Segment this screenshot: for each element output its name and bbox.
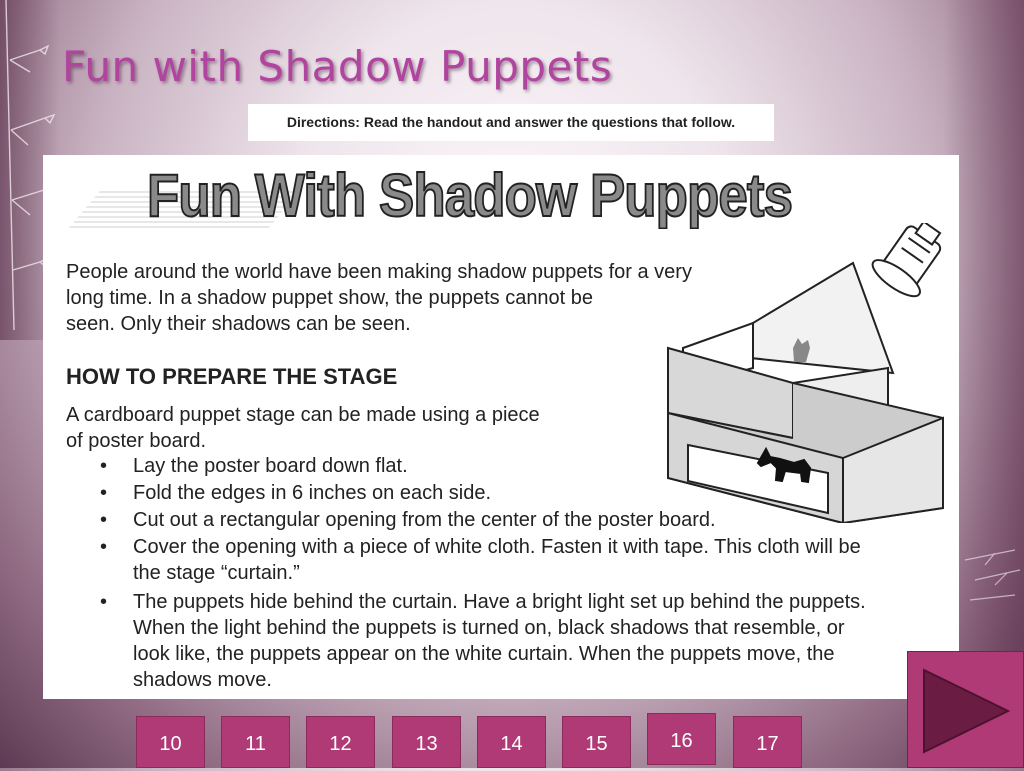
bamboo-leaves-decoration <box>955 540 1024 660</box>
step-text: Cut out a rectangular opening from the center of the poster board. <box>133 509 716 531</box>
step-text: The puppets hide behind the curtain. Have a bright light set up behind the puppets. When the light behind the puppets is turned on, black shadows that resemble, or look like, the puppets appear on the white curtain. When the puppets move, the shadows move. <box>133 591 866 691</box>
bullet-icon: • <box>100 509 108 531</box>
intro-line: People around the world have been making shadow puppets for a very <box>66 261 692 283</box>
bullet-icon: • <box>100 455 108 477</box>
page-button-12[interactable]: 12 <box>306 716 375 768</box>
page-button-16[interactable]: 16 <box>647 713 716 765</box>
stage-intro-line: A cardboard puppet stage can be made using a piece <box>66 404 540 426</box>
slide-title: Fun with Shadow Puppets <box>62 42 613 91</box>
step-text: Fold the edges in 6 inches on each side. <box>133 482 492 504</box>
puppet-stage-with-lamp-icon <box>663 223 948 523</box>
bullet-icon: • <box>100 482 108 504</box>
page-button-14[interactable]: 14 <box>477 716 546 768</box>
stage-intro-paragraph <box>66 402 626 454</box>
page-button-10[interactable]: 10 <box>136 716 205 768</box>
bullet-icon: • <box>100 591 108 613</box>
step-text: Lay the poster board down flat. <box>133 455 408 477</box>
step-text: Cover the opening with a piece of white cloth. Fasten it with tape. This cloth will be the stage “curtain.” <box>133 536 861 584</box>
handout-title: Fun With Shadow Puppets <box>147 162 793 229</box>
page-button-17[interactable]: 17 <box>733 716 802 768</box>
section-heading: HOW TO PREPARE THE STAGE <box>66 364 398 389</box>
stage-intro-line: of poster board. <box>66 430 207 452</box>
intro-line: seen. Only their shadows can be seen. <box>66 313 411 335</box>
play-arrow-icon <box>920 666 1012 756</box>
page-button-13[interactable]: 13 <box>392 716 461 768</box>
step-item <box>66 589 873 693</box>
handout-image <box>43 155 959 699</box>
page-button-15[interactable]: 15 <box>562 716 631 768</box>
bullet-icon: • <box>100 536 108 558</box>
page-button-11[interactable]: 11 <box>221 716 290 768</box>
intro-line: long time. In a shadow puppet show, the puppets cannot be <box>66 287 594 309</box>
directions-banner: Directions: Read the handout and answer the questions that follow. <box>248 104 774 141</box>
next-slide-button[interactable] <box>907 651 1024 768</box>
step-item <box>66 534 873 586</box>
